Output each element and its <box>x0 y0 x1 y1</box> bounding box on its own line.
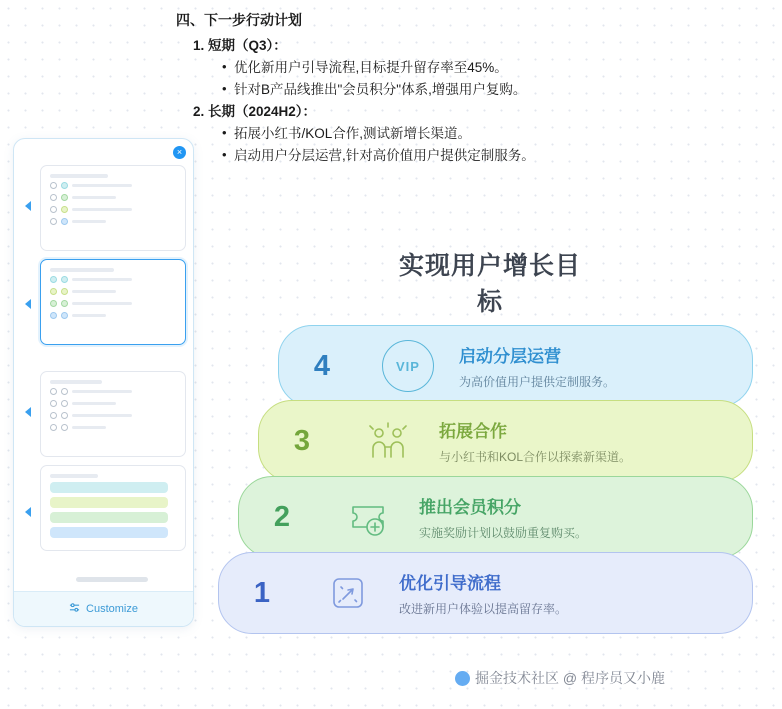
diagram-step-1-number: 1 <box>253 576 271 609</box>
mini-dot-icon <box>61 388 68 395</box>
mini-row <box>50 424 176 431</box>
close-icon[interactable]: × <box>173 146 186 159</box>
mini-dot-icon <box>50 300 57 307</box>
action-plan-item-1-bullets <box>208 58 646 101</box>
diagram-step-2-number: 2 <box>273 500 291 533</box>
slide-thumbnail-3-content <box>41 372 185 456</box>
diagram-step-3[interactable] <box>258 400 753 482</box>
diagram-step-3-title: 拓展合作 <box>439 422 507 441</box>
diagram-step-1-title: 优化引导流程 <box>399 574 501 593</box>
sliders-icon <box>69 602 80 616</box>
mini-line <box>72 426 106 429</box>
mini-line <box>72 220 106 223</box>
slide-thumbnail-4-content <box>41 466 185 550</box>
mini-row <box>50 312 176 319</box>
slide-prev-arrow-1[interactable] <box>25 201 31 211</box>
diagram-step-3-text <box>431 417 631 465</box>
mini-title-bar <box>50 174 108 178</box>
mini-row <box>50 206 176 213</box>
diagram-step-4-text <box>451 342 615 390</box>
slide-prev-arrow-2[interactable] <box>25 299 31 309</box>
panel-resize-grip[interactable] <box>76 577 148 582</box>
slide-thumbnail-3[interactable] <box>40 371 186 457</box>
document-text-block <box>176 10 646 167</box>
mini-dot-icon <box>50 412 57 419</box>
mini-dot-icon <box>50 288 57 295</box>
diagram-step-1[interactable] <box>218 552 753 634</box>
slide-thumbnail-panel <box>13 138 194 627</box>
mini-line <box>72 290 116 293</box>
mini-line <box>72 208 132 211</box>
mini-dot-icon <box>61 412 68 419</box>
customize-label: Customize <box>86 603 138 615</box>
mini-dot-icon <box>61 194 68 201</box>
mini-row <box>50 412 176 419</box>
slide-thumbnail-2[interactable] <box>40 259 186 345</box>
customize-button[interactable] <box>14 591 193 626</box>
diagram-title: 实现用户增长目标 <box>398 252 581 316</box>
mini-title-bar <box>50 474 98 478</box>
diagram-step-1-desc: 改进新用户体验以提高留存率。 <box>399 602 568 616</box>
slide-thumbnail-1[interactable] <box>40 165 186 251</box>
diagram-step-3-desc: 与小红书和KOL合作以探索新渠道。 <box>439 450 632 464</box>
diagram-step-3-number: 3 <box>293 424 311 457</box>
mini-line <box>72 302 132 305</box>
mini-line <box>72 184 132 187</box>
mini-dot-icon <box>50 400 57 407</box>
mini-dot-icon <box>61 312 68 319</box>
mini-block <box>50 482 168 493</box>
mini-line <box>72 390 132 393</box>
action-plan-item-2-label: 长期（2024H2）： <box>208 104 317 120</box>
mini-dot-icon <box>50 424 57 431</box>
mini-row <box>50 400 176 407</box>
mini-dot-icon <box>61 400 68 407</box>
mini-title-bar <box>50 380 102 384</box>
mini-row <box>50 300 176 307</box>
mini-block <box>50 527 168 538</box>
list-item: • 优化新用户引导流程,目标提升留存率至45%。 <box>222 58 646 79</box>
mini-row <box>50 388 176 395</box>
diagram-step-4-number: 4 <box>313 349 331 382</box>
mini-dot-icon <box>50 218 57 225</box>
watermark <box>455 668 665 688</box>
mini-line <box>72 196 116 199</box>
mini-title-bar <box>50 268 114 272</box>
mini-row <box>50 182 176 189</box>
mini-dot-icon <box>61 300 68 307</box>
slide-prev-arrow-3[interactable] <box>25 407 31 417</box>
watermark-text: 掘金技术社区 @ 程序员又小鹿 <box>475 670 665 686</box>
mini-dot-icon <box>50 194 57 201</box>
avatar <box>455 671 470 686</box>
mini-block <box>50 497 168 508</box>
document-heading: 四、下一步行动计划 <box>176 12 302 28</box>
action-plan-item-1-label: 短期（Q3）： <box>208 37 287 53</box>
mini-dot-icon <box>61 206 68 213</box>
mini-dot-icon <box>50 206 57 213</box>
mini-line <box>72 414 132 417</box>
slide-thumbnail-1-content <box>41 166 185 250</box>
mini-row <box>50 218 176 225</box>
diagram-step-1-text <box>391 569 567 617</box>
action-plan-list <box>176 36 646 168</box>
mini-dot-icon <box>50 388 57 395</box>
diagram-step-2-title: 推出会员积分 <box>419 498 521 517</box>
mini-row <box>50 288 176 295</box>
vip-badge-icon <box>365 340 451 392</box>
diagram-step-4-title: 启动分层运营 <box>459 347 561 366</box>
action-plan-item-2 <box>208 102 646 167</box>
mini-line <box>72 278 132 281</box>
list-item: • 拓展小红书/KOL合作,测试新增长渠道。 <box>222 124 646 145</box>
mini-line <box>72 314 106 317</box>
mini-dot-icon <box>61 424 68 431</box>
mini-dot-icon <box>61 288 68 295</box>
mini-dot-icon <box>50 312 57 319</box>
diagram-step-2-desc: 实施奖励计划以鼓励重复购买。 <box>419 526 588 540</box>
partnership-people-icon <box>345 417 431 465</box>
diagram-step-2-text <box>411 493 587 541</box>
mini-line <box>72 402 116 405</box>
diagram-step-4-desc: 为高价值用户提供定制服务。 <box>459 375 616 389</box>
action-plan-item-1 <box>208 36 646 101</box>
slide-prev-arrow-4[interactable] <box>25 507 31 517</box>
list-item: • 启动用户分层运营,针对高价值用户提供定制服务。 <box>222 146 646 167</box>
mini-dot-icon <box>61 276 68 283</box>
mini-dot-icon <box>50 182 57 189</box>
diagram-step-2[interactable] <box>238 476 753 558</box>
mini-row <box>50 194 176 201</box>
slide-thumbnail-4[interactable] <box>40 465 186 551</box>
vip-badge-label: VIP <box>382 340 434 392</box>
mini-dot-icon <box>50 276 57 283</box>
diagram-step-4[interactable] <box>278 325 753 407</box>
action-plan-item-2-bullets <box>208 124 646 167</box>
list-item: • 针对B产品线推出"会员积分"体系,增强用户复购。 <box>222 80 646 101</box>
mini-dot-icon <box>61 182 68 189</box>
onboarding-cursor-icon <box>305 569 391 617</box>
mini-dot-icon <box>61 218 68 225</box>
mini-block <box>50 512 168 523</box>
mini-row <box>50 276 176 283</box>
slide-thumbnail-2-content <box>41 260 185 344</box>
coupon-plus-icon <box>325 493 411 541</box>
